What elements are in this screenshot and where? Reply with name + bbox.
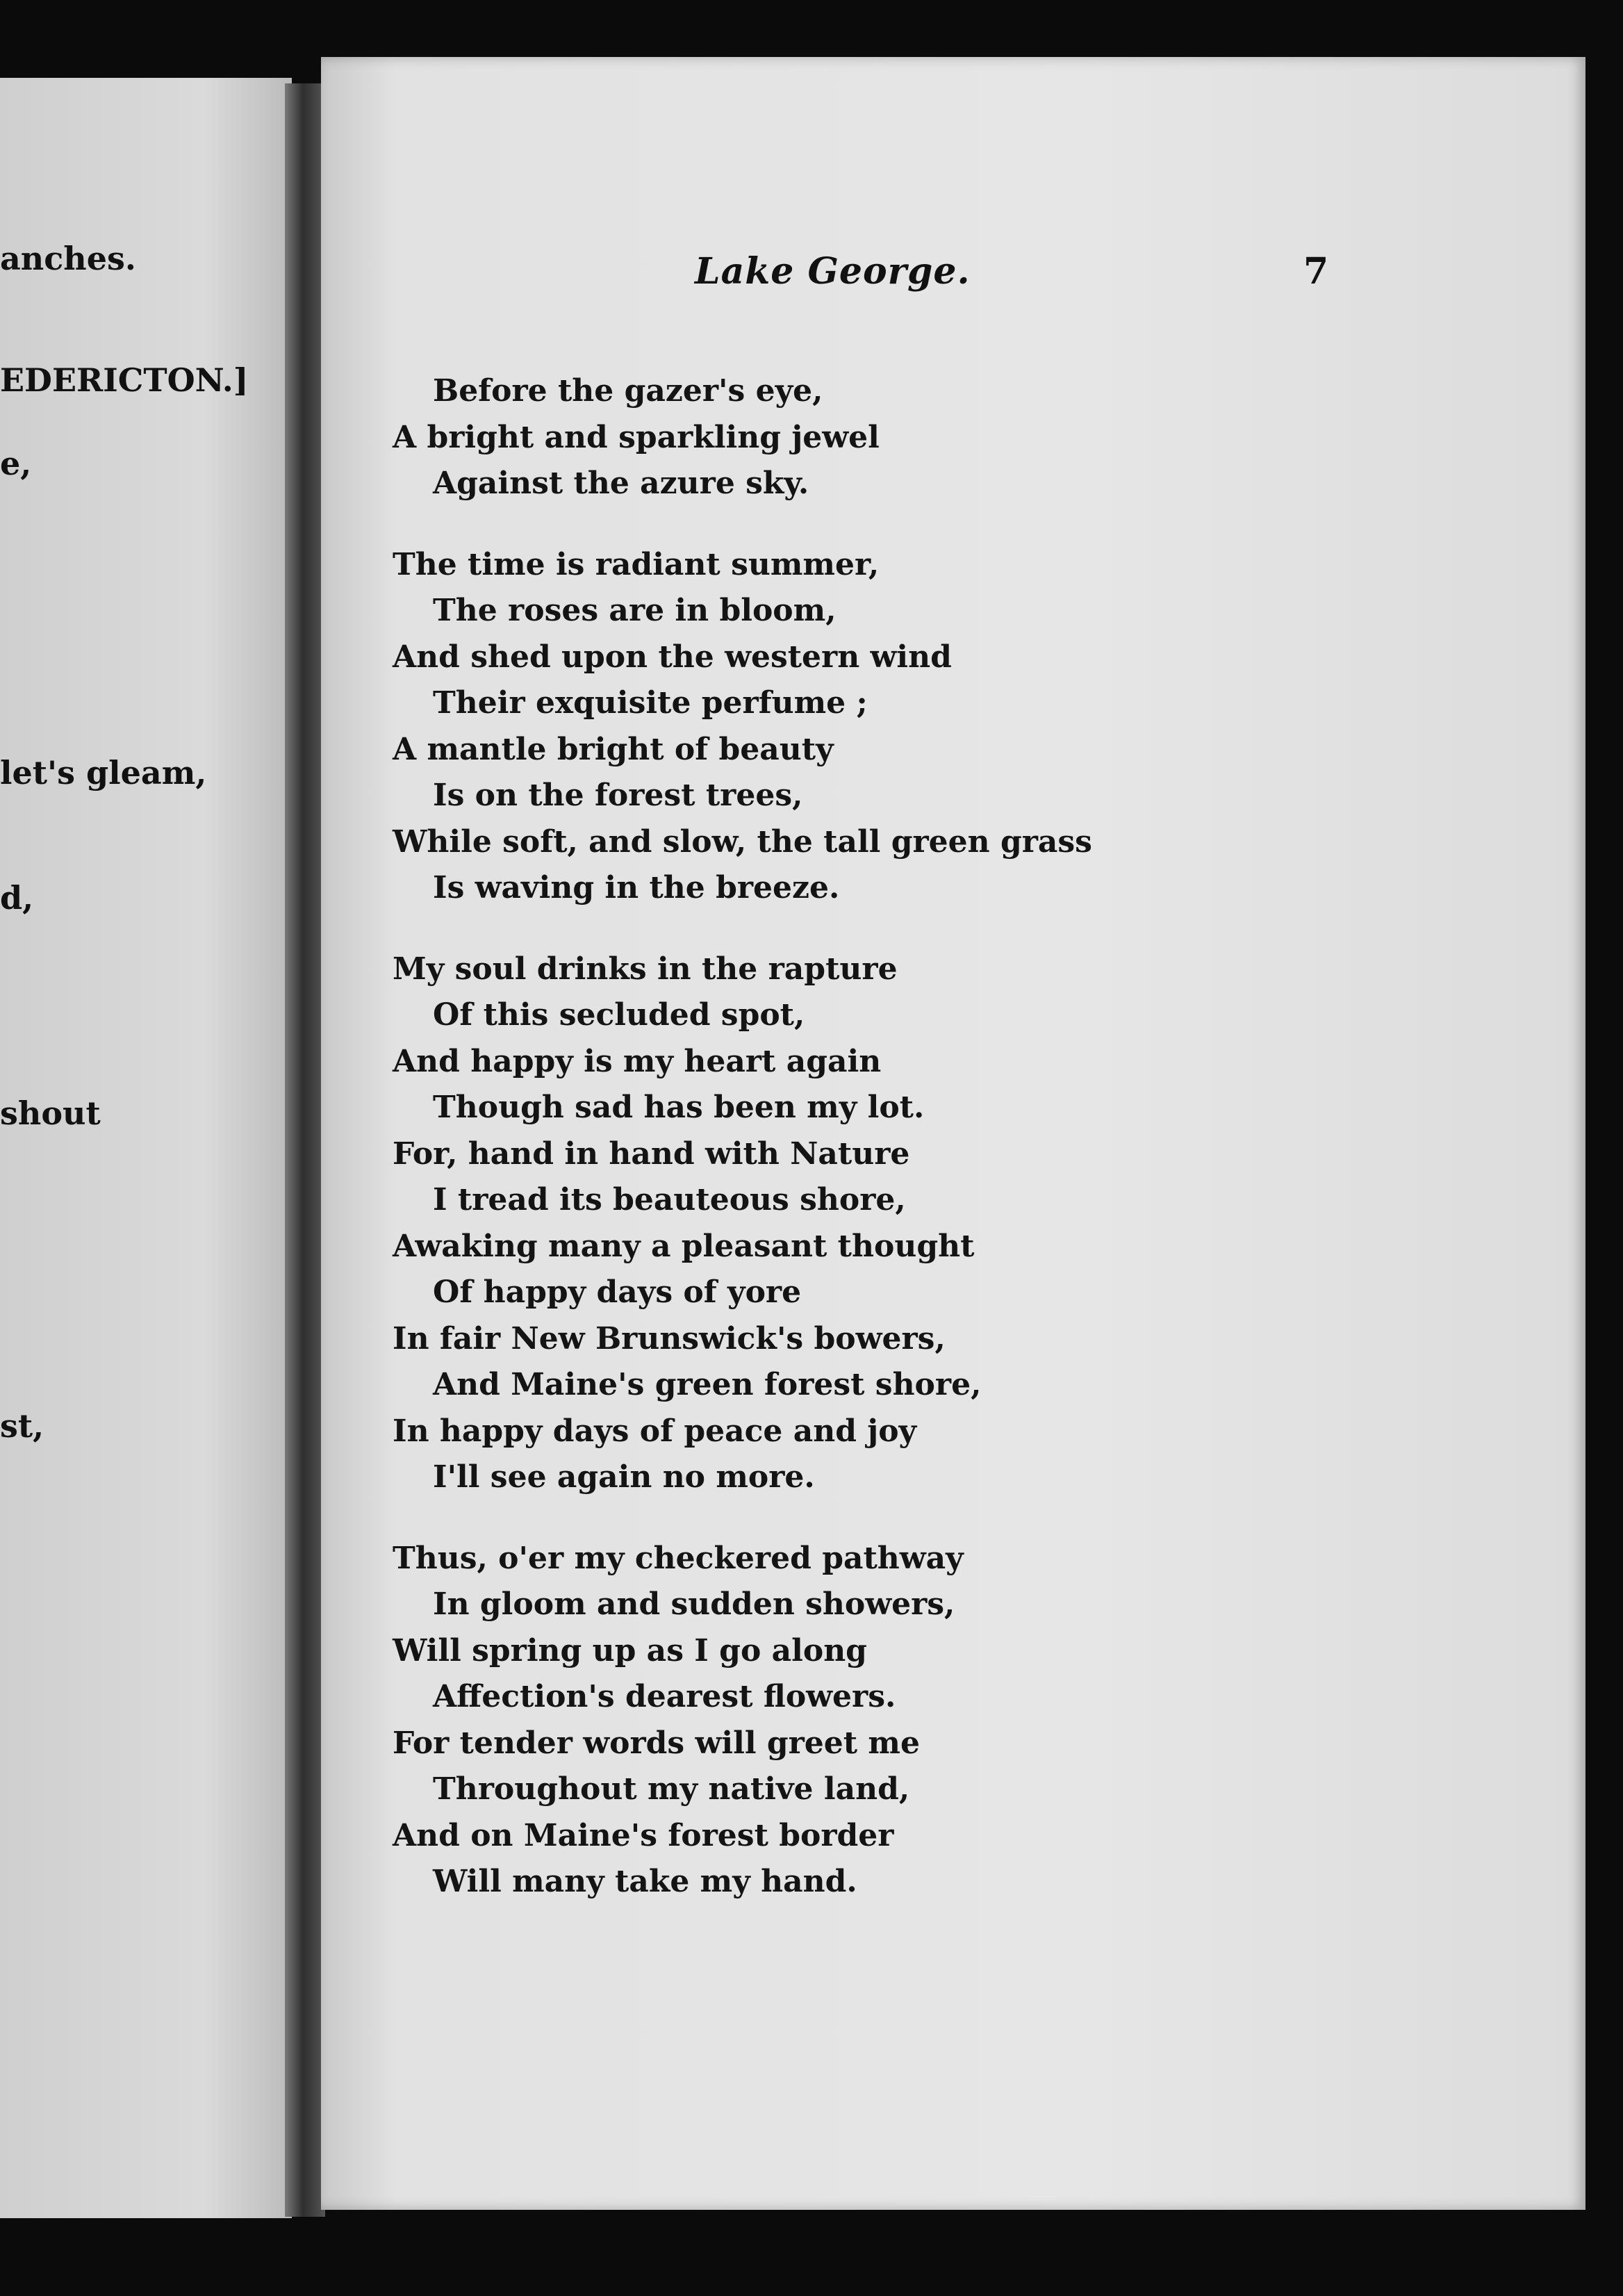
stanza bbox=[393, 542, 1296, 912]
poem-text bbox=[393, 368, 1296, 1940]
left-page-fragment: EDERICTON.] bbox=[0, 361, 249, 399]
left-page-fragment: d, bbox=[0, 879, 34, 917]
left-page-fragment: anches. bbox=[0, 240, 136, 277]
poem-line: Is on the forest trees, bbox=[433, 778, 803, 813]
poem-line: Of happy days of yore bbox=[433, 1274, 802, 1310]
poem-line: The roses are in bloom, bbox=[433, 593, 837, 628]
poem-line: For tender words will greet me bbox=[393, 1725, 920, 1761]
poem-line: And shed upon the western wind bbox=[393, 639, 952, 675]
poem-line: In happy days of peace and joy bbox=[393, 1413, 917, 1449]
page-number: 7 bbox=[1303, 250, 1329, 293]
poem-line: Is waving in the breeze. bbox=[433, 870, 840, 905]
poem-line: Will many take my hand. bbox=[433, 1864, 857, 1899]
poem-line: Awaking many a pleasant thought bbox=[393, 1228, 975, 1264]
book-gutter bbox=[285, 83, 325, 2217]
poem-line: I tread its beauteous shore, bbox=[433, 1182, 906, 1217]
left-page-fragment: st, bbox=[0, 1407, 44, 1445]
poem-line: Of this secluded spot, bbox=[433, 997, 805, 1033]
stanza bbox=[393, 368, 1296, 507]
poem-line: While soft, and slow, the tall green grass bbox=[393, 823, 1092, 860]
left-page bbox=[0, 78, 292, 2218]
left-page-fragment: let's gleam, bbox=[0, 754, 207, 792]
poem-line: A mantle bright of beauty bbox=[393, 731, 834, 767]
poem-line: In gloom and sudden showers, bbox=[433, 1586, 955, 1622]
poem-line: And happy is my heart again bbox=[393, 1043, 882, 1079]
stanza bbox=[393, 946, 1296, 1501]
poem-line: Will spring up as I go along bbox=[393, 1632, 867, 1668]
poem-line: And Maine's green forest shore, bbox=[433, 1367, 982, 1402]
poem-line: In fair New Brunswick's bowers, bbox=[393, 1320, 946, 1356]
poem-line: Their exquisite perfume ; bbox=[433, 685, 868, 721]
poem-line: A bright and sparkling jewel bbox=[393, 419, 880, 455]
stanza bbox=[393, 1536, 1296, 1905]
poem-line: Against the azure sky. bbox=[433, 466, 809, 501]
poem-line: I'll see again no more. bbox=[433, 1459, 815, 1495]
poem-line: Before the gazer's eye, bbox=[433, 373, 823, 409]
poem-line: Affection's dearest flowers. bbox=[433, 1679, 896, 1714]
poem-line: Throughout my native land, bbox=[433, 1771, 910, 1807]
running-head: Lake George. bbox=[695, 250, 971, 293]
poem-line: For, hand in hand with Nature bbox=[393, 1135, 910, 1172]
left-page-fragment: e, bbox=[0, 445, 32, 482]
poem-line: My soul drinks in the rapture bbox=[393, 951, 898, 987]
poem-line: And on Maine's forest border bbox=[393, 1817, 894, 1853]
poem-line: Thus, o'er my checkered pathway bbox=[393, 1540, 964, 1576]
poem-line: The time is radiant summer, bbox=[393, 546, 880, 582]
poem-line: Though sad has been my lot. bbox=[433, 1090, 925, 1125]
left-page-fragment: shout bbox=[0, 1094, 101, 1132]
